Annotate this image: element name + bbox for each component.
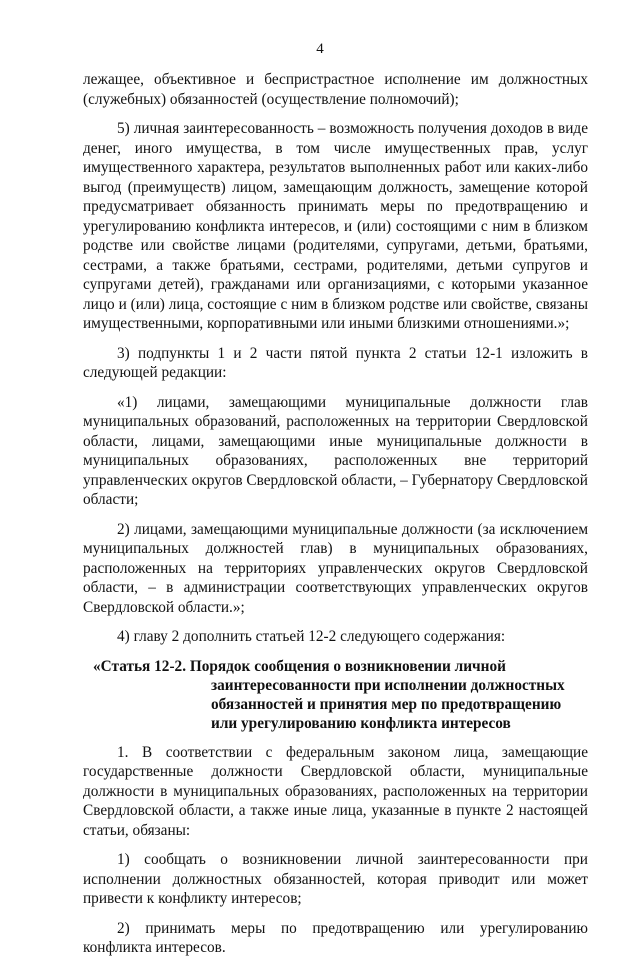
page-number: 4 [316, 41, 324, 57]
article-heading-first-line: «Статья 12-2. Порядок сообщения о возникновении личной [93, 657, 506, 675]
article-heading [83, 657, 588, 733]
article-paragraph-1: 1. В соответствии с федеральным законом лица, замещающие государственные должности Свердловской области, муниципальные должности в муниципальных образованиях, расположенных на территории Свердловской области, а также иные лица, указанные в пункте 2 настоящей статьи, обязаны: [83, 743, 588, 839]
paragraph-item-4: 4) главу 2 дополнить статьей 12-2 следующего содержания: [117, 628, 506, 645]
paragraph-item-5: 5) личная заинтересованность – возможность получения доходов в виде денег, иного имущества, в том числе имущественных прав, услуг имущественного характера, результатов выполненных работ или каких-либо выгод (преимуществ) лицом, замещающим должность, замещение которой предусматривает обязанность принимать меры по предотвращению и урегулированию конфликта интересов, и (или) состоящими с ним в близком родстве или свойстве лицами (родителями, супругами, детьми, братьями, сестрами, а также братьями, сестрами, родителями, детьми супругов и супругами детей), гражданами или организациями, с которыми указанное лицо и (или) лица, состоящие с ним в близком родстве или свойстве, связаны имущественными, корпоративными или иными близкими отношениями.»; [83, 120, 588, 332]
article-heading-rest: заинтересованности при исполнении должностных обязанностей и принятия мер по предотвращению или урегулированию конфликта интересов [211, 676, 565, 732]
document-body [83, 70, 588, 968]
paragraph-subitem-2: 2) лицами, замещающими муниципальные должности (за исключением муниципальных должностей глав) в муниципальных образованиях, расположенных на территориях управленческих округов Свердловской области, – в администрации соответствующих управленческих округов Свердловской области.»; [83, 520, 588, 616]
paragraph-item-3: 3) подпункты 1 и 2 части пятой пункта 2 статьи 12-1 изложить в следующей редакции: [83, 344, 588, 381]
paragraph-continuation: лежащее, объективное и беспристрастное исполнение им должностных (служебных) обязанностей (осуществление полномочий); [83, 71, 588, 108]
article-subitem-1: 1) сообщать о возникновении личной заинтересованности при исполнении должностных обязанностей, которая приводит или может привести к конфликту интересов; [83, 851, 588, 907]
paragraph-subitem-1: «1) лицами, замещающими муниципальные должности глав муниципальных образований, расположенных на территории Свердловской области, лицами, замещающими иные муниципальные должности в муниципальных образованиях, расположенных вне территорий управленческих округов Свердловской области, – Губернатору Свердловской области; [83, 393, 588, 508]
article-subitem-2: 2) принимать меры по предотвращению или урегулированию конфликта интересов. [83, 919, 588, 956]
